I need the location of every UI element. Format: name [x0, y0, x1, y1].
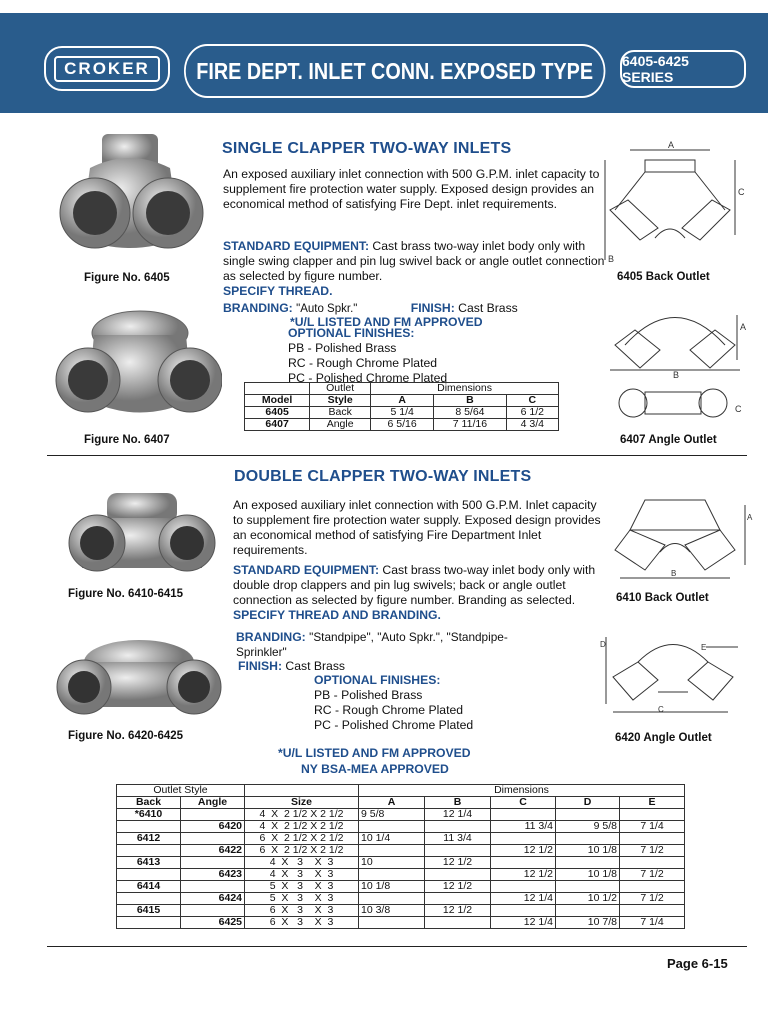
page-header: [0, 13, 768, 113]
table-header: C: [491, 797, 556, 809]
figure-caption-6405: Figure No. 6405: [84, 272, 170, 284]
double-optional-label: OPTIONAL FINISHES:: [314, 673, 441, 687]
cell-b: [425, 869, 491, 881]
table-row: [117, 845, 685, 857]
table-row: [117, 857, 685, 869]
table-row: [117, 881, 685, 893]
cell-a: [359, 869, 425, 881]
cell-b: 12 1/2: [425, 905, 491, 917]
single-standard-text: Cast brass two-way inlet body only with single swing clapper and pin lug swivel back or angle outlet connection as selected by figure number.: [223, 239, 605, 283]
diagram-caption-6407: 6407 Angle Outlet: [620, 434, 717, 446]
cell-e: 7 1/2: [620, 845, 685, 857]
double-finish-label: FINISH:: [238, 659, 283, 673]
cell-b: 7 11/16: [434, 419, 506, 431]
cell-d: 9 5/8: [556, 821, 620, 833]
cell-angle: [181, 881, 245, 893]
table-header: Dimensions: [371, 383, 559, 395]
cell-angle: 6420: [181, 821, 245, 833]
double-optional-item: PC - Polished Chrome Plated: [314, 718, 474, 732]
cell-style: Back: [310, 407, 371, 419]
svg-text:A: A: [747, 513, 753, 522]
double-branding-value: "Standpipe", "Auto Spkr.", "Standpipe-Sprinkler": [236, 630, 508, 659]
cell-angle: [181, 833, 245, 845]
cell-d: [556, 833, 620, 845]
cell-b: 11 3/4: [425, 833, 491, 845]
cell-angle: 6423: [181, 869, 245, 881]
cell-size: 6 X 2 1/2 X 2 1/2: [245, 845, 359, 857]
cell-a: 10: [359, 857, 425, 869]
svg-text:D: D: [600, 640, 606, 649]
double-branding-line: [236, 630, 556, 660]
cell-a: 6 5/16: [371, 419, 434, 431]
cell-e: [620, 809, 685, 821]
double-approval-ny: NY BSA-MEA APPROVED: [301, 762, 449, 776]
cell-d: [556, 857, 620, 869]
double-optional-item: RC - Rough Chrome Plated: [314, 703, 464, 717]
cell-b: [425, 917, 491, 929]
single-optional: [288, 326, 447, 386]
table-header: Outlet Style: [117, 785, 245, 797]
single-dimensions-table: [244, 382, 559, 431]
logo-text: CROKER: [54, 56, 160, 82]
single-optional-label: OPTIONAL FINISHES:: [288, 326, 415, 340]
cell-e: [620, 833, 685, 845]
cell-b: [425, 821, 491, 833]
cell-c: 4 3/4: [506, 419, 558, 431]
table-header: Outlet: [310, 383, 371, 395]
single-description: An exposed auxiliary inlet connection with 500 G.P.M. inlet capacity to supplement fire protection water supply. Exposed design provides an economical method of satisfying Fire Dept. inlet requirements.: [223, 167, 600, 211]
cell-d: [556, 881, 620, 893]
cell-b: 12 1/2: [425, 881, 491, 893]
table-row: [117, 821, 685, 833]
cell-d: 10 1/8: [556, 869, 620, 881]
cell-c: 12 1/2: [491, 869, 556, 881]
cell-size: 4 X 2 1/2 X 2 1/2: [245, 809, 359, 821]
double-standard: [233, 563, 608, 623]
series-badge: 6405-6425 SERIES: [620, 50, 746, 88]
cell-e: [620, 857, 685, 869]
svg-text:A: A: [668, 140, 675, 150]
svg-text:C: C: [658, 705, 664, 714]
table-row: [117, 869, 685, 881]
cell-angle: 6425: [181, 917, 245, 929]
table-header: D: [556, 797, 620, 809]
product-photo-6420: [54, 632, 224, 722]
svg-text:C: C: [738, 187, 745, 197]
cell-b: 12 1/2: [425, 857, 491, 869]
cell-c: [491, 833, 556, 845]
diagram-6420-angle-outlet: [598, 632, 748, 722]
cell-a: [359, 893, 425, 905]
diagram-6410-back-outlet: [605, 490, 755, 585]
cell-back: 6414: [117, 881, 181, 893]
cell-angle: 6424: [181, 893, 245, 905]
cell-b: [425, 845, 491, 857]
single-standard-label: STANDARD EQUIPMENT:: [223, 239, 370, 253]
cell-e: 7 1/4: [620, 821, 685, 833]
single-specify: SPECIFY THREAD.: [223, 284, 333, 298]
product-photo-6407: [52, 305, 222, 430]
cell-size: 5 X 3 X 3: [245, 881, 359, 893]
cell-a: 10 3/8: [359, 905, 425, 917]
table-header: A: [371, 395, 434, 407]
cell-a: 10 1/8: [359, 881, 425, 893]
cell-back: [117, 845, 181, 857]
footer-divider: [47, 946, 747, 947]
table-header: E: [620, 797, 685, 809]
table-header: Model: [245, 395, 310, 407]
cell-d: 10 1/8: [556, 845, 620, 857]
svg-text:A: A: [740, 322, 747, 332]
table-header: B: [425, 797, 491, 809]
double-description: An exposed auxiliary inlet connection with 500 G.P.M. Inlet capacity to supplement fire protection water supply. Exposed design provides an economical method of satisfying Fire Department Inlet requirements.: [233, 498, 601, 557]
table-header: [245, 785, 359, 797]
double-standard-text: Cast brass two-way inlet body only with double drop clappers and pin lug swivels; back or angle outlet connection as selected by figure number. Branding as selected.: [233, 563, 596, 607]
cell-back: [117, 893, 181, 905]
table-header: B: [434, 395, 506, 407]
cell-a: 5 1/4: [371, 407, 434, 419]
table-header: C: [506, 395, 558, 407]
single-heading: SINGLE CLAPPER TWO-WAY INLETS: [222, 140, 512, 157]
figure-caption-6407: Figure No. 6407: [84, 434, 170, 446]
cell-back: [117, 821, 181, 833]
cell-size: 6 X 3 X 3: [245, 917, 359, 929]
table-row: [245, 407, 559, 419]
cell-back: 6412: [117, 833, 181, 845]
cell-model: 6405: [245, 407, 310, 419]
cell-d: 10 1/2: [556, 893, 620, 905]
cell-back: *6410: [117, 809, 181, 821]
cell-size: 4 X 2 1/2 X 2 1/2: [245, 821, 359, 833]
double-standard-label: STANDARD EQUIPMENT:: [233, 563, 380, 577]
cell-angle: [181, 905, 245, 917]
cell-back: 6413: [117, 857, 181, 869]
cell-d: [556, 809, 620, 821]
cell-e: 7 1/4: [620, 917, 685, 929]
cell-size: 6 X 3 X 3: [245, 905, 359, 917]
table-row: [245, 419, 559, 431]
table-header: Angle: [181, 797, 245, 809]
cell-a: [359, 821, 425, 833]
single-approval: *U/L LISTED AND FM APPROVED: [290, 315, 483, 329]
cell-c: [491, 881, 556, 893]
single-finish-label: FINISH:: [410, 301, 455, 315]
cell-e: 7 1/2: [620, 869, 685, 881]
table-header: Back: [117, 797, 181, 809]
cell-c: [491, 809, 556, 821]
cell-e: [620, 905, 685, 917]
diagram-6405-back-outlet: [600, 140, 750, 270]
figure-caption-6420: Figure No. 6420-6425: [68, 730, 184, 742]
single-optional-item: PB - Polished Brass: [288, 341, 397, 355]
cell-size: 4 X 3 X 3: [245, 857, 359, 869]
product-photo-6405: [50, 128, 210, 268]
double-optional: [314, 673, 473, 733]
cell-size: 5 X 3 X 3: [245, 893, 359, 905]
diagram-caption-6405: 6405 Back Outlet: [617, 271, 710, 283]
double-branding-label: BRANDING:: [236, 630, 306, 644]
single-standard: [223, 239, 605, 299]
cell-c: 11 3/4: [491, 821, 556, 833]
diagram-caption-6420: 6420 Angle Outlet: [615, 732, 712, 744]
cell-angle: [181, 809, 245, 821]
cell-d: 10 7/8: [556, 917, 620, 929]
cell-angle: 6422: [181, 845, 245, 857]
svg-text:B: B: [608, 254, 615, 264]
cell-c: [491, 857, 556, 869]
svg-text:B: B: [671, 569, 677, 578]
cell-a: [359, 917, 425, 929]
cell-c: 6 1/2: [506, 407, 558, 419]
croker-logo: [44, 46, 170, 91]
figure-caption-6410: Figure No. 6410-6415: [68, 588, 184, 600]
double-finish-line: [238, 659, 345, 674]
svg-text:E: E: [701, 643, 707, 652]
table-row: [117, 893, 685, 905]
cell-a: 9 5/8: [359, 809, 425, 821]
table-row: [117, 833, 685, 845]
single-branding-value: "Auto Spkr.": [296, 303, 358, 315]
table-row: [117, 809, 685, 821]
cell-b: [425, 893, 491, 905]
single-branding-label: BRANDING:: [223, 301, 293, 315]
cell-c: 12 1/4: [491, 917, 556, 929]
cell-a: [359, 845, 425, 857]
cell-e: 7 1/2: [620, 893, 685, 905]
diagram-caption-6410: 6410 Back Outlet: [616, 592, 709, 604]
cell-angle: [181, 857, 245, 869]
page-title: FIRE DEPT. INLET CONN. EXPOSED TYPE: [184, 44, 605, 98]
double-optional-item: PB - Polished Brass: [314, 688, 423, 702]
cell-b: 12 1/4: [425, 809, 491, 821]
table-header: A: [359, 797, 425, 809]
cell-a: 10 1/4: [359, 833, 425, 845]
cell-back: [117, 917, 181, 929]
double-dimensions-table: [116, 784, 685, 929]
double-heading: DOUBLE CLAPPER TWO-WAY INLETS: [234, 468, 532, 485]
cell-c: 12 1/2: [491, 845, 556, 857]
table-header: Dimensions: [359, 785, 685, 797]
cell-back: [117, 869, 181, 881]
svg-text:C: C: [735, 404, 742, 414]
diagram-6407-angle-outlet: [605, 300, 750, 430]
cell-c: [491, 905, 556, 917]
double-specify: SPECIFY THREAD AND BRANDING.: [233, 608, 441, 622]
section-divider: [47, 455, 747, 456]
cell-model: 6407: [245, 419, 310, 431]
cell-b: 8 5/64: [434, 407, 506, 419]
cell-style: Angle: [310, 419, 371, 431]
double-finish-value: Cast Brass: [285, 659, 346, 673]
cell-d: [556, 905, 620, 917]
table-row: [117, 917, 685, 929]
cell-c: 12 1/4: [491, 893, 556, 905]
single-optional-item: PC - Polished Chrome Plated: [288, 371, 448, 385]
cell-e: [620, 881, 685, 893]
table-header: Style: [310, 395, 371, 407]
cell-size: 4 X 3 X 3: [245, 869, 359, 881]
table-header: Size: [245, 797, 359, 809]
double-approval: *U/L LISTED AND FM APPROVED: [278, 746, 471, 760]
cell-size: 6 X 2 1/2 X 2 1/2: [245, 833, 359, 845]
svg-text:B: B: [673, 370, 680, 380]
table-header: [245, 383, 310, 395]
cell-back: 6415: [117, 905, 181, 917]
table-row: [117, 905, 685, 917]
single-finish-value: Cast Brass: [458, 301, 518, 315]
single-optional-item: RC - Rough Chrome Plated: [288, 356, 438, 370]
page-number: Page 6-15: [667, 956, 728, 971]
product-photo-6410: [62, 488, 222, 588]
